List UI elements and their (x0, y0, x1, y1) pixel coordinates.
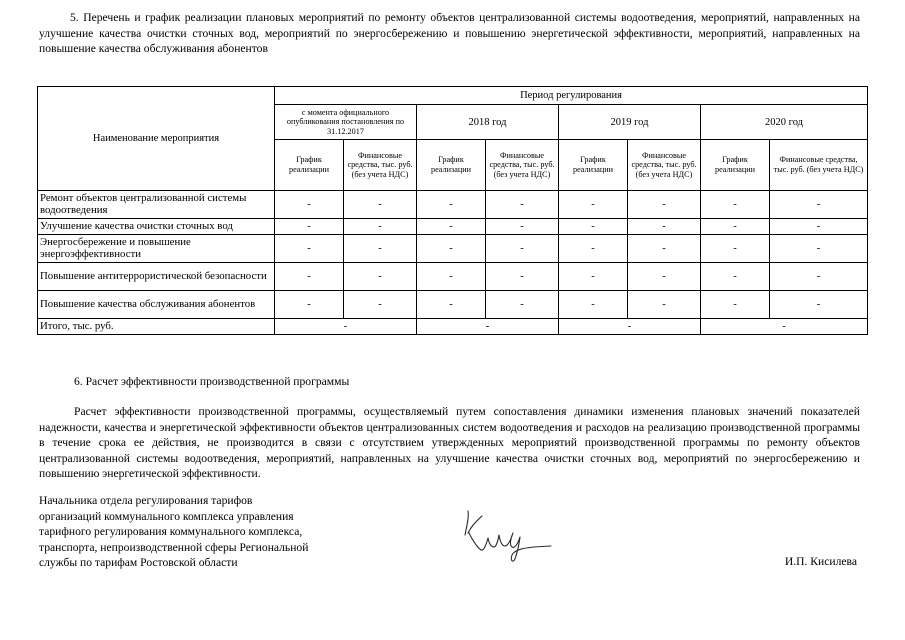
table-cell: - (417, 263, 486, 291)
signatory-line: Начальника отдела регулирования тарифов (39, 494, 253, 507)
table-cell: - (559, 319, 701, 335)
table-cell: - (417, 319, 559, 335)
table-cell: - (628, 235, 701, 263)
section-6-title: 6. Расчет эффективности производственной программы (74, 375, 350, 388)
table-cell: - (275, 319, 417, 335)
table-cell: - (770, 191, 868, 219)
table-cell: - (701, 219, 770, 235)
header-period: Период регулирования (275, 87, 868, 105)
table-cell: - (275, 235, 344, 263)
table-total-row (38, 319, 868, 335)
subheader-funds: Финансовые средства, тыс. руб. (без учета НДС) (770, 140, 868, 191)
header-period-2019: 2019 год (559, 105, 701, 140)
table-row (38, 235, 868, 263)
table-cell: - (417, 235, 486, 263)
header-period-2020: 2020 год (701, 105, 868, 140)
row-name: Повышение антитеррористической безопасности (38, 263, 275, 291)
signatory-line: организаций коммунального комплекса управления (39, 509, 294, 523)
table-cell: - (628, 291, 701, 319)
subheader-schedule: График реализации (559, 140, 628, 191)
table-cell: - (628, 219, 701, 235)
table-cell: - (486, 191, 559, 219)
subheader-schedule: График реализации (417, 140, 486, 191)
table-cell: - (275, 219, 344, 235)
table-cell: - (701, 263, 770, 291)
row-name: Ремонт объектов централизованной системы водоотведения (38, 191, 275, 219)
table-cell: - (344, 291, 417, 319)
subheader-funds: Финансовые средства, тыс. руб. (без учета НДС) (486, 140, 559, 191)
table-cell: - (344, 263, 417, 291)
header-period-2017: с момента официального опубликования постановления по 31.12.2017 (275, 105, 417, 140)
table-cell: - (559, 219, 628, 235)
subheader-schedule: График реализации (701, 140, 770, 191)
table-row (38, 219, 868, 235)
table-cell: - (701, 291, 770, 319)
table-cell: - (770, 263, 868, 291)
table-cell: - (559, 191, 628, 219)
table-cell: - (486, 235, 559, 263)
section-5-title-text: 5. Перечень и график реализации плановых мероприятий по ремонту объектов централизованной системы водоотведения, мероприятий, направленных на улучшение качества очистки сточных вод, мероприятий по энергосбережению и повышению энергетической эффективности, мероприятий, направленных на повышение качества обслуживания абонентов (39, 11, 860, 55)
table-cell: - (275, 263, 344, 291)
signatory-name: И.П. Кисилева (784, 555, 857, 568)
table-cell: - (770, 235, 868, 263)
handwritten-signature (455, 505, 555, 565)
table-cell: - (770, 291, 868, 319)
table-cell: - (275, 291, 344, 319)
table-cell: - (344, 219, 417, 235)
signatory-line: транспорта, непроизводственной сферы Региональной (39, 540, 309, 554)
subheader-funds: Финансовые средства, тыс. руб. (без учета НДС) (628, 140, 701, 191)
subheader-schedule: График реализации (275, 140, 344, 191)
table-cell: - (559, 291, 628, 319)
table-row (38, 291, 868, 319)
total-row-name: Итого, тыс. руб. (38, 319, 275, 335)
table-cell: - (770, 219, 868, 235)
table-cell: - (628, 191, 701, 219)
plan-table (37, 86, 868, 335)
table-cell: - (628, 263, 701, 291)
subheader-funds: Финансовые средства, тыс. руб. (без учета НДС) (344, 140, 417, 191)
table-cell: - (701, 235, 770, 263)
table-cell: - (701, 191, 770, 219)
table-cell: - (275, 191, 344, 219)
signatory-line: службы по тарифам Ростовской области (39, 556, 238, 570)
table-cell: - (486, 219, 559, 235)
table-cell: - (486, 263, 559, 291)
table-cell: - (417, 219, 486, 235)
row-name: Повышение качества обслуживания абонентов (38, 291, 275, 319)
header-period-2018: 2018 год (417, 105, 559, 140)
table-cell: - (486, 291, 559, 319)
signatory-line: тарифного регулирования коммунального комплекса, (39, 525, 303, 539)
table-row (38, 263, 868, 291)
table-cell: - (559, 263, 628, 291)
table-cell: - (417, 291, 486, 319)
table-cell: - (559, 235, 628, 263)
table-cell: - (344, 235, 417, 263)
row-name: Энергосбережение и повышение энергоэффективности (38, 235, 275, 263)
header-activity-name: Наименование мероприятия (38, 87, 275, 191)
table-row (38, 191, 868, 219)
section-6-body: Расчет эффективности производственной программы, осуществляемый путем сопоставления динамики изменения плановых значений показателей надежности, качества и энергетической эффективности объектов централизованных систем водоотведения и расходов на реализацию производственной программы в течение срока ее действия, не производится в связи с отсутствием утвержденных мероприятий производственной программы по ремонту объектов централизованной системы водоотведения, мероприятий, направленных на улучшение качества очистки сточных вод, мероприятий по энергосбережению и повышению энергетической эффективности. (39, 405, 860, 481)
table-cell: - (417, 191, 486, 219)
table-cell: - (344, 191, 417, 219)
row-name: Улучшение качества очистки сточных вод (38, 219, 275, 235)
table-cell: - (701, 319, 868, 335)
signatory-position (39, 493, 308, 571)
section-5-title (39, 10, 860, 57)
